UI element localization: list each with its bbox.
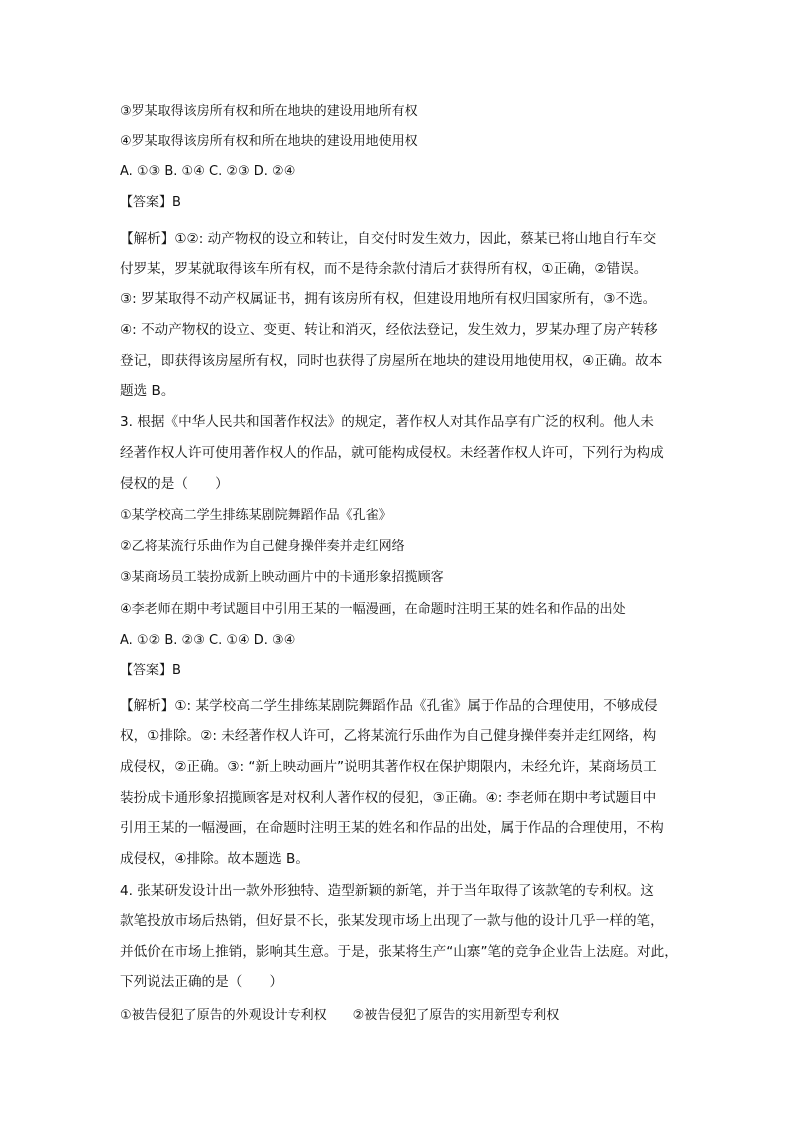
answer-line: 【答案】B — [120, 195, 181, 210]
analysis-line: 成侵权，④排除。故本题选 B。 — [120, 851, 309, 867]
question-line: 4. 张某研发设计出一款外形独特、造型新颖的新笔，并于当年取得了该款笔的专利权。这 — [120, 883, 654, 899]
option-line: ①某学校高二学生排练某剧院舞蹈作品《孔雀》 — [120, 508, 392, 523]
option-line: ④罗某取得该房所有权和所在地块的建设用地使用权 — [120, 134, 418, 149]
option-line: ③某商场员工装扮成新上映动画片中的卡通形象招揽顾客 — [120, 570, 444, 585]
option-line: ④李老师在期中考试题目中引用王某的一幅漫画，在命题时注明王某的姓名和作品的出处 — [120, 602, 626, 617]
choices-line: A. ①③ B. ①④ C. ②③ D. ②④ — [120, 164, 296, 179]
analysis-line: 引用王某的一幅漫画，在命题时注明王某的姓名和作品的出处，属于作品的合理使用，不构 — [120, 820, 664, 836]
analysis-line: 权，①排除。②: 未经著作权人许可，乙将某流行乐曲作为自己健身操伴奏并走红网络，构 — [120, 728, 657, 744]
analysis-line: 【解析】①②: 动产物权的设立和转让，自交付时发生效力，因此，蔡某已将山地自行车交 — [120, 231, 657, 247]
analysis-line: 成侵权，②正确。③: “新上映动画片”说明其著作权在保护期限内，未经允许，某商场员工 — [120, 759, 657, 775]
question-line: 款笔投放市场后热销，但好景不长，张某发现市场上出现了一款与他的设计几乎一样的笔， — [120, 913, 664, 929]
choices-line: A. ①② B. ②③ C. ①④ D. ③④ — [120, 633, 296, 648]
answer-line: 【答案】B — [120, 663, 181, 678]
analysis-line: 装扮成卡通形象招揽顾客是对权利人著作权的侵犯，③正确。④: 李老师在期中考试题目中 — [120, 790, 657, 806]
question-line: 下列说法正确的是（ ） — [120, 974, 284, 990]
question-line: 3. 根据《中华人民共和国著作权法》的规定，著作权人对其作品享有广泛的权利。他人未 — [120, 414, 654, 430]
analysis-line: 付罗某，罗某就取得该车所有权，而不是待余款付清后才获得所有权，①正确，②错误。 — [120, 261, 648, 277]
analysis-line: ③: 罗某取得不动产权属证书，拥有该房所有权，但建设用地所有权归国家所有，③不选。 — [120, 291, 657, 307]
analysis-line: 【解析】①: 某学校高二学生排练某剧院舞蹈作品《孔雀》属于作品的合理使用，不够成侵 — [120, 698, 658, 714]
question-line: 经著作权人许可使用著作权人的作品，就可能构成侵权。未经著作权人许可，下列行为构成 — [120, 445, 664, 461]
analysis-line: ④: 不动产物权的设立、变更、转让和消灭，经依法登记，发生效力，罗某办理了房产转移 — [120, 322, 658, 338]
option-line: ①被告侵犯了原告的外观设计专利权 ②被告侵犯了原告的实用新型专利权 — [120, 1008, 560, 1023]
option-line: ②乙将某流行乐曲作为自己健身操伴奏并走红网络 — [120, 539, 405, 554]
analysis-line: 登记，即获得该房屋所有权，同时也获得了房屋所在地块的建设用地使用权，④正确。故本 — [120, 353, 663, 369]
analysis-line: 题选 B。 — [120, 383, 175, 399]
option-line: ③罗某取得该房所有权和所在地块的建设用地所有权 — [120, 104, 418, 119]
question-line: 并低价在市场上推销，影响其生意。于是，张某将生产“山寨”笔的竞争企业告上法庭。对此， — [120, 944, 678, 960]
question-line: 侵权的是（ ） — [120, 476, 229, 492]
